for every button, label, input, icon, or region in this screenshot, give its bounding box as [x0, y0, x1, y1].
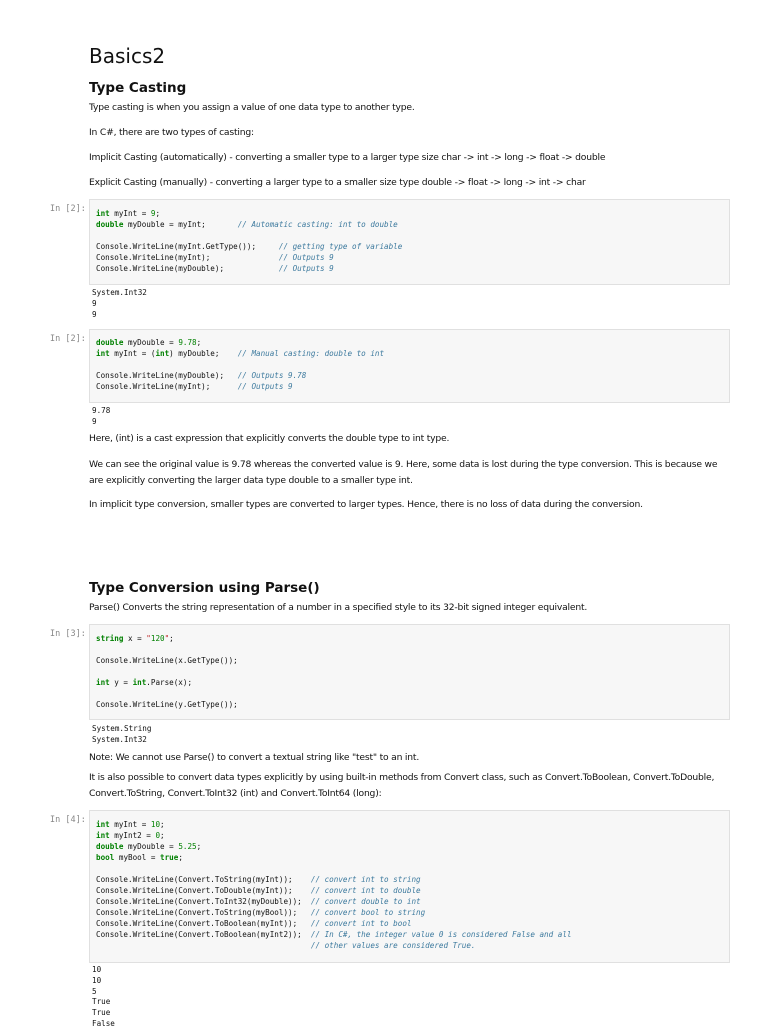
code-block[interactable]: int myInt = 9; double myDouble = myInt; // Automatic casting: int to double Console.WriteLine(myInt.GetType()); // getting type of variable Console.WriteLine(myInt); // Outputs 9 Console.WriteLine(myDouble); // Outputs 9: [96, 209, 403, 273]
cell-output: 9.78 9: [92, 406, 111, 426]
code-block[interactable]: string x = "120"; Console.WriteLine(x.GetType()); int y = int.Parse(x); Console.WriteLine(y.GetType());: [96, 634, 238, 709]
paragraph: In implicit type conversion, smaller types are converted to larger types. Hence, there is no loss of data during the conversion.: [89, 499, 643, 510]
paragraph: Parse() Converts the string representation of a number in a specified style to its 32-bit signed integer equivalent.: [89, 602, 588, 613]
page-title: Basics2: [89, 44, 166, 68]
paragraph: Explicit Casting (manually) - converting a larger type to a smaller size type double -> float -> long -> int -> char: [89, 177, 586, 188]
section-heading-type-conversion: Type Conversion using Parse(): [89, 580, 320, 596]
code-block[interactable]: int myInt = 10; int myInt2 = 0; double myDouble = 5.25; bool myBool = true; Console.WriteLine(Convert.ToString(myInt)); // convert int to string Console.WriteLine(Convert.ToDouble(myInt)); // convert int to double Console.WriteLine(Convert.ToInt32(myDouble)); // convert double to int Console.WriteLine(Convert.ToString(myBool)); // convert bool to string Console.WriteLine(Convert.ToBoolean(myInt)); // convert int to bool Console.WriteLine(Convert.ToBoolean(myInt2)); // In C#, the integer value 0 is considered False and all // other values are considered True.: [96, 820, 572, 950]
paragraph: Note: We cannot use Parse() to convert a textual string like "test" to an int.: [89, 752, 420, 763]
cell-output: 10 10 5 True True False: [92, 965, 115, 1028]
cell-prompt: In [4]:: [50, 815, 86, 825]
cell-prompt: In [2]:: [50, 204, 86, 214]
paragraph: Here, (int) is a cast expression that explicitly converts the double type to int type.: [89, 433, 450, 444]
code-block[interactable]: double myDouble = 9.78; int myInt = (int) myDouble; // Manual casting: double to int Console.WriteLine(myDouble); // Outputs 9.78 Console.WriteLine(myInt); // Outputs 9: [96, 338, 385, 391]
paragraph: It is also possible to convert data types explicitly by using built-in methods from Convert class, such as Convert.ToBoolean, Convert.ToDouble, Convert.ToString, Convert.ToInt32 (int) and Convert.ToInt64 (long):: [89, 772, 715, 799]
paragraph: Type casting is when you assign a value of one data type to another type.: [89, 102, 415, 113]
paragraph: We can see the original value is 9.78 whereas the converted value is 9. Here, some data is lost during the type conversion. This is because we are explicitly converting the larger data type double to a smaller type int.: [89, 459, 718, 486]
cell-prompt: In [3]:: [50, 629, 86, 639]
cell-prompt: In [2]:: [50, 334, 86, 344]
section-heading-type-casting: Type Casting: [89, 80, 187, 96]
cell-output: System.String System.Int32: [92, 724, 152, 744]
paragraph: In C#, there are two types of casting:: [89, 127, 254, 138]
cell-output: System.Int32 9 9: [92, 288, 147, 319]
paragraph: Implicit Casting (automatically) - converting a smaller type to a larger type size char -> int -> long -> float -> double: [89, 152, 606, 163]
